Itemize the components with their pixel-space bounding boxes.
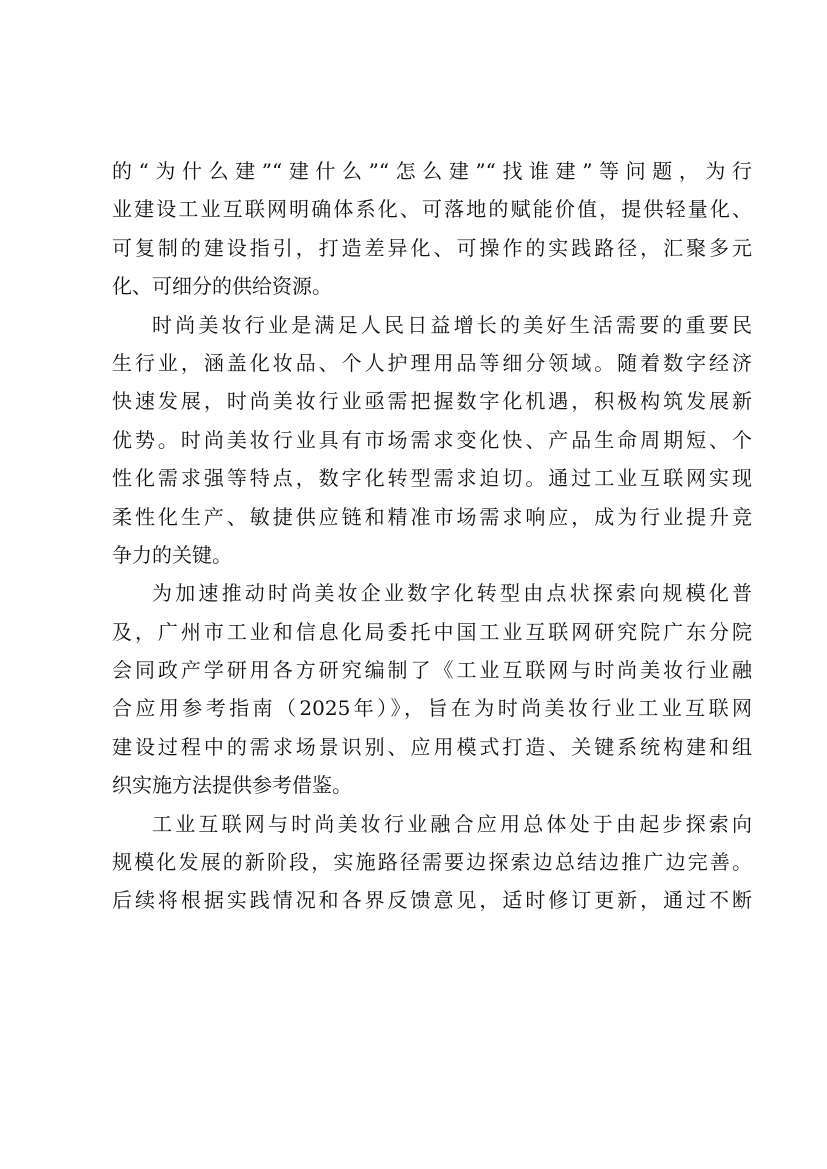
text-line: 合应用参考指南（2025年）》，旨在为时尚美妆行业工业互联网: [112, 696, 752, 721]
text-line: 可复制的建设指引，打造差异化、可操作的实践路径，汇聚多元: [112, 235, 752, 260]
text-line: 柔性化生产、敏捷供应链和精准市场需求响应，成为行业提升竞: [112, 504, 752, 529]
text-line: 为加速推动时尚美妆企业数字化转型由点状探索向规模化普: [152, 581, 752, 606]
text-line: 规模化发展的新阶段，实施路径需要边探索边总结边推广边完善。: [112, 850, 752, 875]
text-line: 争力的关键。: [112, 542, 232, 567]
text-line: 生行业，涵盖化妆品、个人护理用品等细分领域。随着数字经济: [112, 350, 752, 375]
text-line: 优势。时尚美妆行业具有市场需求变化快、产品生命周期短、个: [112, 427, 752, 452]
text-line: 后续将根据实践情况和各界反馈意见，适时修订更新，通过不断: [112, 888, 752, 913]
text-line: 业建设工业互联网明确体系化、可落地的赋能价值，提供轻量化、: [112, 197, 752, 222]
text-line: 建设过程中的需求场景识别、应用模式打造、关键系统构建和组: [112, 734, 752, 759]
text-line: 及，广州市工业和信息化局委托中国工业互联网研究院广东分院: [112, 619, 752, 644]
text-line: 会同政产学研用各方研究编制了《工业互联网与时尚美妆行业融: [112, 658, 752, 683]
text-line: 性化需求强等特点，数字化转型需求迫切。通过工业互联网实现: [112, 466, 752, 491]
text-line: 时尚美妆行业是满足人民日益增长的美好生活需要的重要民: [152, 312, 752, 337]
body-text: [112, 152, 752, 920]
text-line: 化、可细分的供给资源。: [112, 274, 332, 299]
text-line: 的“为什么建”“建什么”“怎么建”“找谁建”等问题，为行: [112, 159, 752, 183]
text-line: 快速发展，时尚美妆行业亟需把握数字化机遇，积极构筑发展新: [112, 389, 752, 414]
text-line: 工业互联网与时尚美妆行业融合应用总体处于由起步探索向: [152, 811, 752, 836]
text-line: 织实施方法提供参考借鉴。: [112, 773, 352, 798]
